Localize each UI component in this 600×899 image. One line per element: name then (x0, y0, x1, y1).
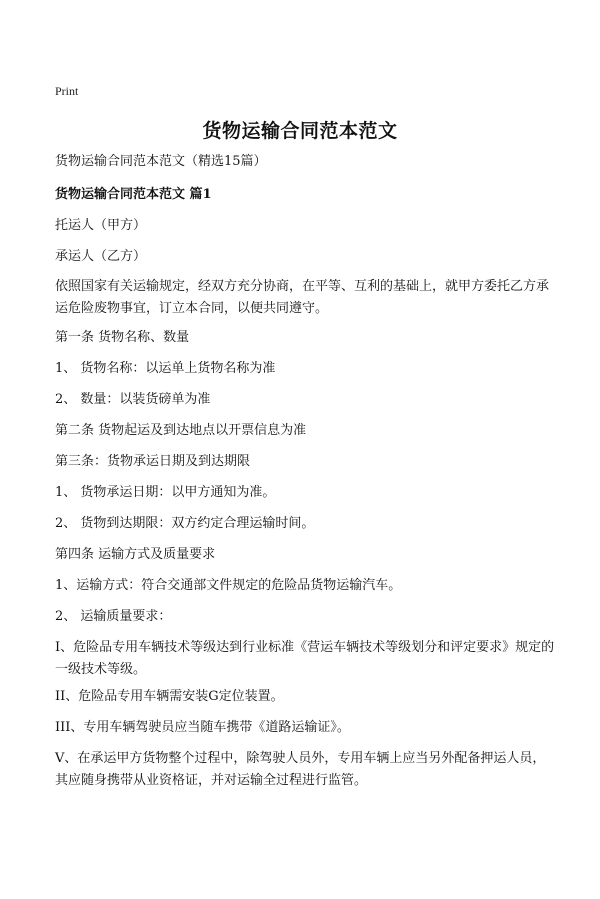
article-1-item-1: 1、 货物名称：以运单上货物名称为准 (55, 361, 276, 376)
document-subtitle: 货物运输合同范本范文（精选15篇） (55, 154, 267, 169)
article-1-heading: 第一条 货物名称、数量 (55, 330, 190, 345)
article-4-item-2: 2、 运输质量要求： (55, 609, 172, 624)
requirement-ii: II、危险品专用车辆需安装G定位装置。 (55, 689, 284, 704)
paragraph-intro: 依照国家有关运输规定，经双方充分协商，在平等、互利的基础上，就甲方委托乙方承运危险废物事宜，订立本合同，以便共同遵守。 (55, 279, 550, 316)
article-3-heading: 第三条：货物承运日期及到达期限 (55, 454, 251, 469)
requirement-iii: III、专用车辆驾驶员应当随车携带《道路运输证》。 (55, 720, 350, 735)
paragraph-carrier: 承运人（乙方） (55, 249, 147, 264)
print-label: Print (55, 84, 79, 98)
article-2-heading: 第二条 货物起运及到达地点以开票信息为准 (55, 423, 307, 438)
article-3-item-2: 2、 货物到达期限：双方约定合理运输时间。 (55, 516, 315, 531)
requirement-v: V、在承运甲方货物整个过程中，除驾驶人员外，专用车辆上应当另外配备押运人员，其应随身携带从业资格证，并对运输全过程进行监管。 (55, 751, 546, 788)
document-title: 货物运输合同范本范文 (202, 120, 398, 142)
section-heading: 货物运输合同范本范文 篇1 (55, 187, 212, 202)
article-3-item-1: 1、 货物承运日期：以甲方通知为准。 (55, 485, 276, 500)
article-4-heading: 第四条 运输方式及质量要求 (55, 547, 216, 562)
article-4-item-1: 1、运输方式：符合交通部文件规定的危险品货物运输汽车。 (55, 578, 402, 593)
article-1-item-2: 2、 数量：以装货磅单为准 (55, 392, 211, 407)
paragraph-consignor: 托运人（甲方） (55, 218, 147, 233)
requirement-i: I、危险品专用车辆技术等级达到行业标准《营运车辆技术等级划分和评定要求》规定的一级技术等级。 (55, 640, 555, 677)
